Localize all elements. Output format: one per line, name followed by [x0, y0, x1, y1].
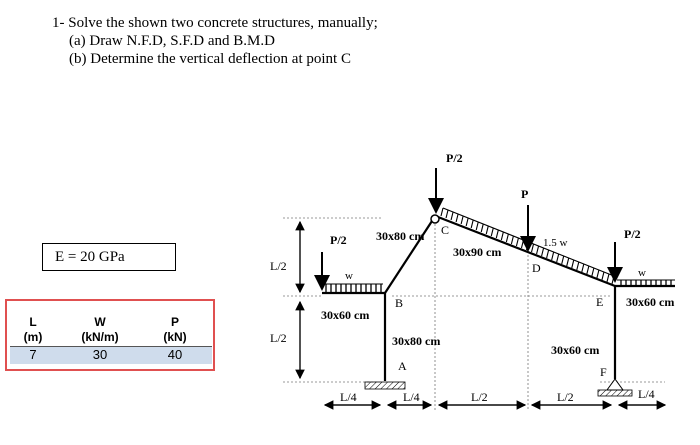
support-f	[598, 379, 632, 396]
udl-incline-tick	[537, 246, 539, 254]
udl-incline-tick	[481, 224, 483, 232]
support-a	[365, 382, 405, 389]
label-point-d: D	[532, 261, 541, 275]
udl-left	[323, 284, 383, 292]
udl-right	[617, 280, 675, 286]
udl-incline-tick	[461, 216, 463, 224]
table-cell-w: 30	[92, 347, 108, 362]
label-w-incline: 1.5 w	[543, 237, 568, 249]
label-point-f: F	[600, 365, 607, 379]
label-point-b: B	[395, 296, 404, 310]
udl-incline-tick	[501, 232, 503, 240]
table-header-w-unit: (kN/m)	[81, 330, 119, 344]
udl-incline-tick	[567, 258, 569, 266]
label-dim-h4: L/2	[557, 390, 574, 404]
question-part-a: (a) Draw N.F.D, S.F.D and B.M.D	[69, 33, 275, 49]
udl-incline-tick	[511, 236, 513, 244]
label-p-half-top: P/2	[446, 151, 463, 165]
label-dim-v-upper: L/2	[270, 259, 287, 273]
udl-incline-tick	[547, 250, 549, 258]
table-header-p: P	[170, 315, 179, 329]
table-header-w: W	[94, 315, 106, 329]
udl-incline-tick	[476, 222, 478, 230]
udl-incline-tick	[592, 268, 594, 276]
udl-incline-tick	[451, 212, 453, 220]
table-header-l-unit: (m)	[23, 330, 43, 344]
udl-incline-tick	[562, 256, 564, 264]
label-point-c: C	[441, 223, 450, 237]
label-p-half-right: P/2	[624, 227, 641, 241]
table-cell-l: 7	[29, 347, 37, 362]
udl-incline-tick	[542, 248, 544, 256]
hinge-c	[431, 215, 439, 223]
udl-incline-tick	[516, 238, 518, 246]
udl-incline-tick	[582, 264, 584, 272]
udl-incline-tick	[456, 214, 458, 222]
udl-incline-tick	[557, 254, 559, 262]
table-header-l: L	[29, 315, 37, 329]
udl-incline-tick	[521, 240, 523, 248]
table-header-p-unit: (kN)	[163, 330, 187, 344]
question-part-b: (b) Determine the vertical deflection at point C	[69, 51, 351, 67]
label-section-right-column: 30x60 cm	[551, 343, 600, 357]
udl-incline-tick	[496, 230, 498, 238]
label-point-e: E	[596, 295, 604, 309]
label-section-left-column: 30x80 cm	[392, 334, 441, 348]
frame-members	[322, 217, 675, 381]
label-dim-h3: L/2	[471, 390, 488, 404]
label-dim-h5: L/4	[638, 387, 655, 401]
label-dim-h2: L/4	[403, 390, 420, 404]
udl-incline-tick	[597, 270, 599, 278]
udl-incline-tick	[446, 210, 448, 218]
label-section-left-beam: 30x60 cm	[321, 308, 370, 322]
udl-incline-tick	[587, 266, 589, 274]
udl-incline-tick	[441, 208, 443, 216]
udl-incline-tick	[466, 218, 468, 226]
udl-incline-tick	[532, 244, 534, 252]
udl-incline-tick	[471, 220, 473, 228]
label-point-a: A	[398, 359, 407, 373]
question-title: 1- Solve the shown two concrete structures, manually;	[52, 15, 378, 31]
udl-incline-tick	[486, 226, 488, 234]
label-section-rafter: 30x90 cm	[453, 245, 502, 259]
udl-incline-tick	[491, 228, 493, 236]
label-w-left: w	[345, 270, 353, 282]
label-w-right: w	[638, 267, 646, 279]
udl-incline-tick	[572, 260, 574, 268]
modulus-box: E = 20 GPa	[42, 243, 176, 271]
label-p-half-left: P/2	[330, 233, 347, 247]
label-dim-h1: L/4	[340, 390, 357, 404]
label-p-mid: P	[521, 187, 529, 201]
udl-incline-tick	[552, 252, 554, 260]
udl-incline-tick	[506, 234, 508, 242]
label-section-right-beam: 30x60 cm	[626, 295, 675, 309]
label-dim-v-lower: L/2	[270, 331, 287, 345]
udl-incline-tick	[612, 276, 614, 284]
table-cell-p: 40	[167, 347, 183, 362]
udl-incline-tick	[607, 274, 609, 282]
udl-incline-tick	[577, 262, 579, 270]
label-section-left-strut: 30x80 cm	[376, 229, 425, 243]
udl-incline-tick	[602, 272, 604, 280]
